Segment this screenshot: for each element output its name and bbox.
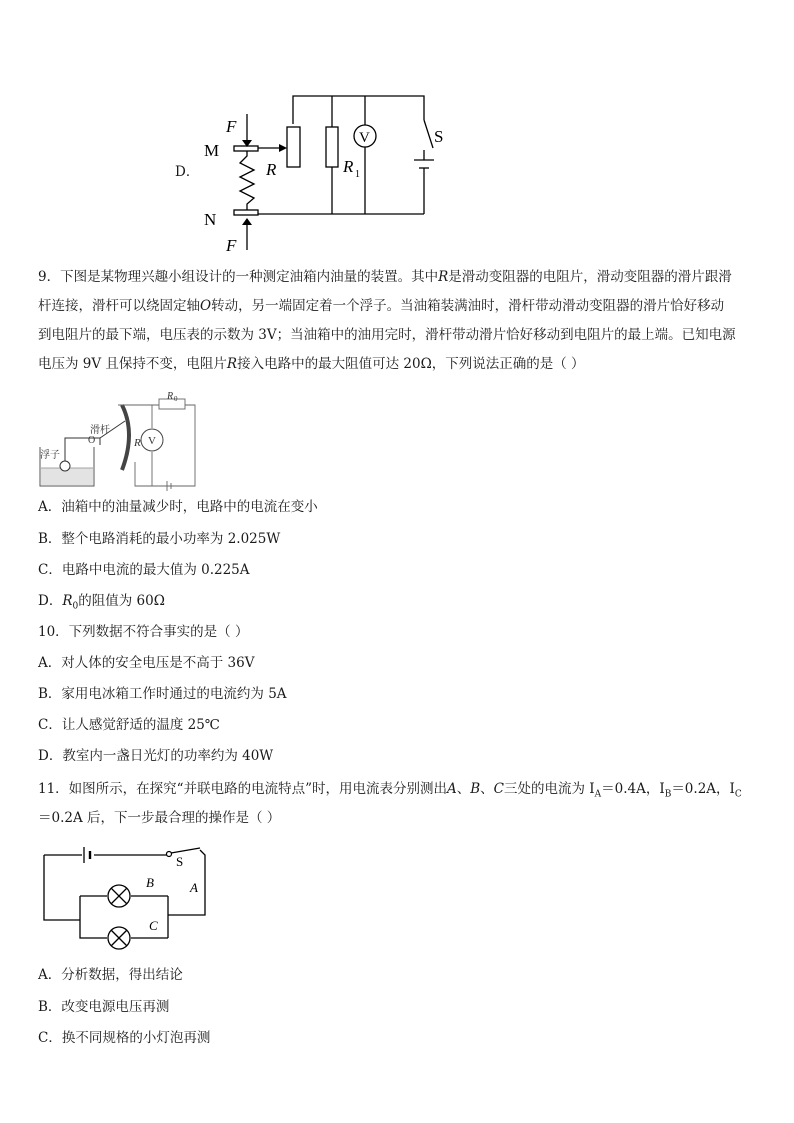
q9-label-r0: R <box>167 391 174 402</box>
q10-stem: 10．下列数据不符合事实的是（ ） <box>38 624 249 640</box>
q10-option-d: D．教室内一盏日光灯的功率约为 40W <box>38 748 274 764</box>
q11-label-b: B <box>146 875 154 890</box>
q9-var-o: O <box>200 298 212 314</box>
q9-label-rod: 滑杆 <box>90 425 110 436</box>
q11-parallel-circuit <box>38 840 218 950</box>
q8-label-s: S <box>434 127 444 146</box>
q9-label-float: 浮子 <box>40 450 60 461</box>
q9-var-r2: R <box>226 356 238 372</box>
q8-label-v: V <box>359 130 370 146</box>
q9-label-r0-sub: 0 <box>174 395 178 403</box>
q9-option-d: D．$R_0$的阻值为 60Ω <box>38 593 165 612</box>
q11-bulb-c <box>108 927 130 949</box>
q9-option-b: B．整个电路消耗的最小功率为 2.025W <box>38 531 281 547</box>
q8-label-r1-sub: 1 <box>355 169 360 180</box>
q8-label-r: R <box>266 160 277 179</box>
q8-option-d-label: D． <box>175 164 200 180</box>
q11-option-b: B．改变电源电压再测 <box>38 999 170 1015</box>
q11-bulb-b <box>108 885 130 907</box>
q8-label-n: N <box>204 210 217 229</box>
q8-label-f-top: F <box>226 117 237 136</box>
q11-label-a: A <box>190 880 198 895</box>
q9-option-c: C．电路中电流的最大值为 0.225A <box>38 562 250 578</box>
q8-label-r1: R <box>343 157 354 176</box>
q10-option-b: B．家用电冰箱工作时通过的电流约为 5A <box>38 686 287 702</box>
q10-option-a: A．对人体的安全电压是不高于 36V <box>38 655 255 671</box>
q9-label-v: V <box>148 435 156 447</box>
q9-option-a: A．油箱中的油量减少时，电路中的电流在变小 <box>38 499 318 515</box>
q9-stem: 9．下图是某物理兴趣小组设计的一种测定油箱内油量的装置。其中R是滑动变阻器的电阻片，滑动变阻器的滑片跟滑 杆连接，滑杆可以绕固定轴O转动，另一端固定着一个浮子。当油箱装满油时，滑杆带动滑动变阻器的滑片恰好移动 到电阻片的最下端，电压表的示数为 3V；当油箱中的油用完时，滑杆带动滑片恰好移动到电阻片的最上端。已知电源 电压为 9V 且保持不变，电阻片R接入电路中的最大阻值可达 20Ω，下列说法正确的是（ ） <box>38 269 736 372</box>
q8-label-f-bottom: F <box>226 236 237 255</box>
q10-option-c: C．让人感觉舒适的温度 25℃ <box>38 717 220 733</box>
q9-float-ball <box>60 461 70 471</box>
q8-pressure-sensor-circuit <box>204 85 445 260</box>
q9-oil-gauge-diagram <box>38 393 208 488</box>
q11-label-c: C <box>149 918 158 933</box>
q9-label-r: R <box>134 437 141 449</box>
q11-option-a: A．分析数据，得出结论 <box>38 967 183 983</box>
q8-label-m: M <box>204 141 220 160</box>
q11-label-s: S <box>176 854 184 869</box>
q11-option-c: C．换不同规格的小灯泡再测 <box>38 1030 211 1046</box>
q11-stem: 11．如图所示，在探究“并联电路的电流特点”时，用电流表分别测出A、B、C三处的电流为 $I_A=0.4A$，$I_B=0.2A$，$I_C$ ＝0.2A 后，下一步最合理的操作是（ ） <box>38 781 742 826</box>
q9-resistor-arc <box>122 405 129 470</box>
q9-var-r: R <box>438 269 449 285</box>
q9-label-o: O <box>88 435 96 446</box>
